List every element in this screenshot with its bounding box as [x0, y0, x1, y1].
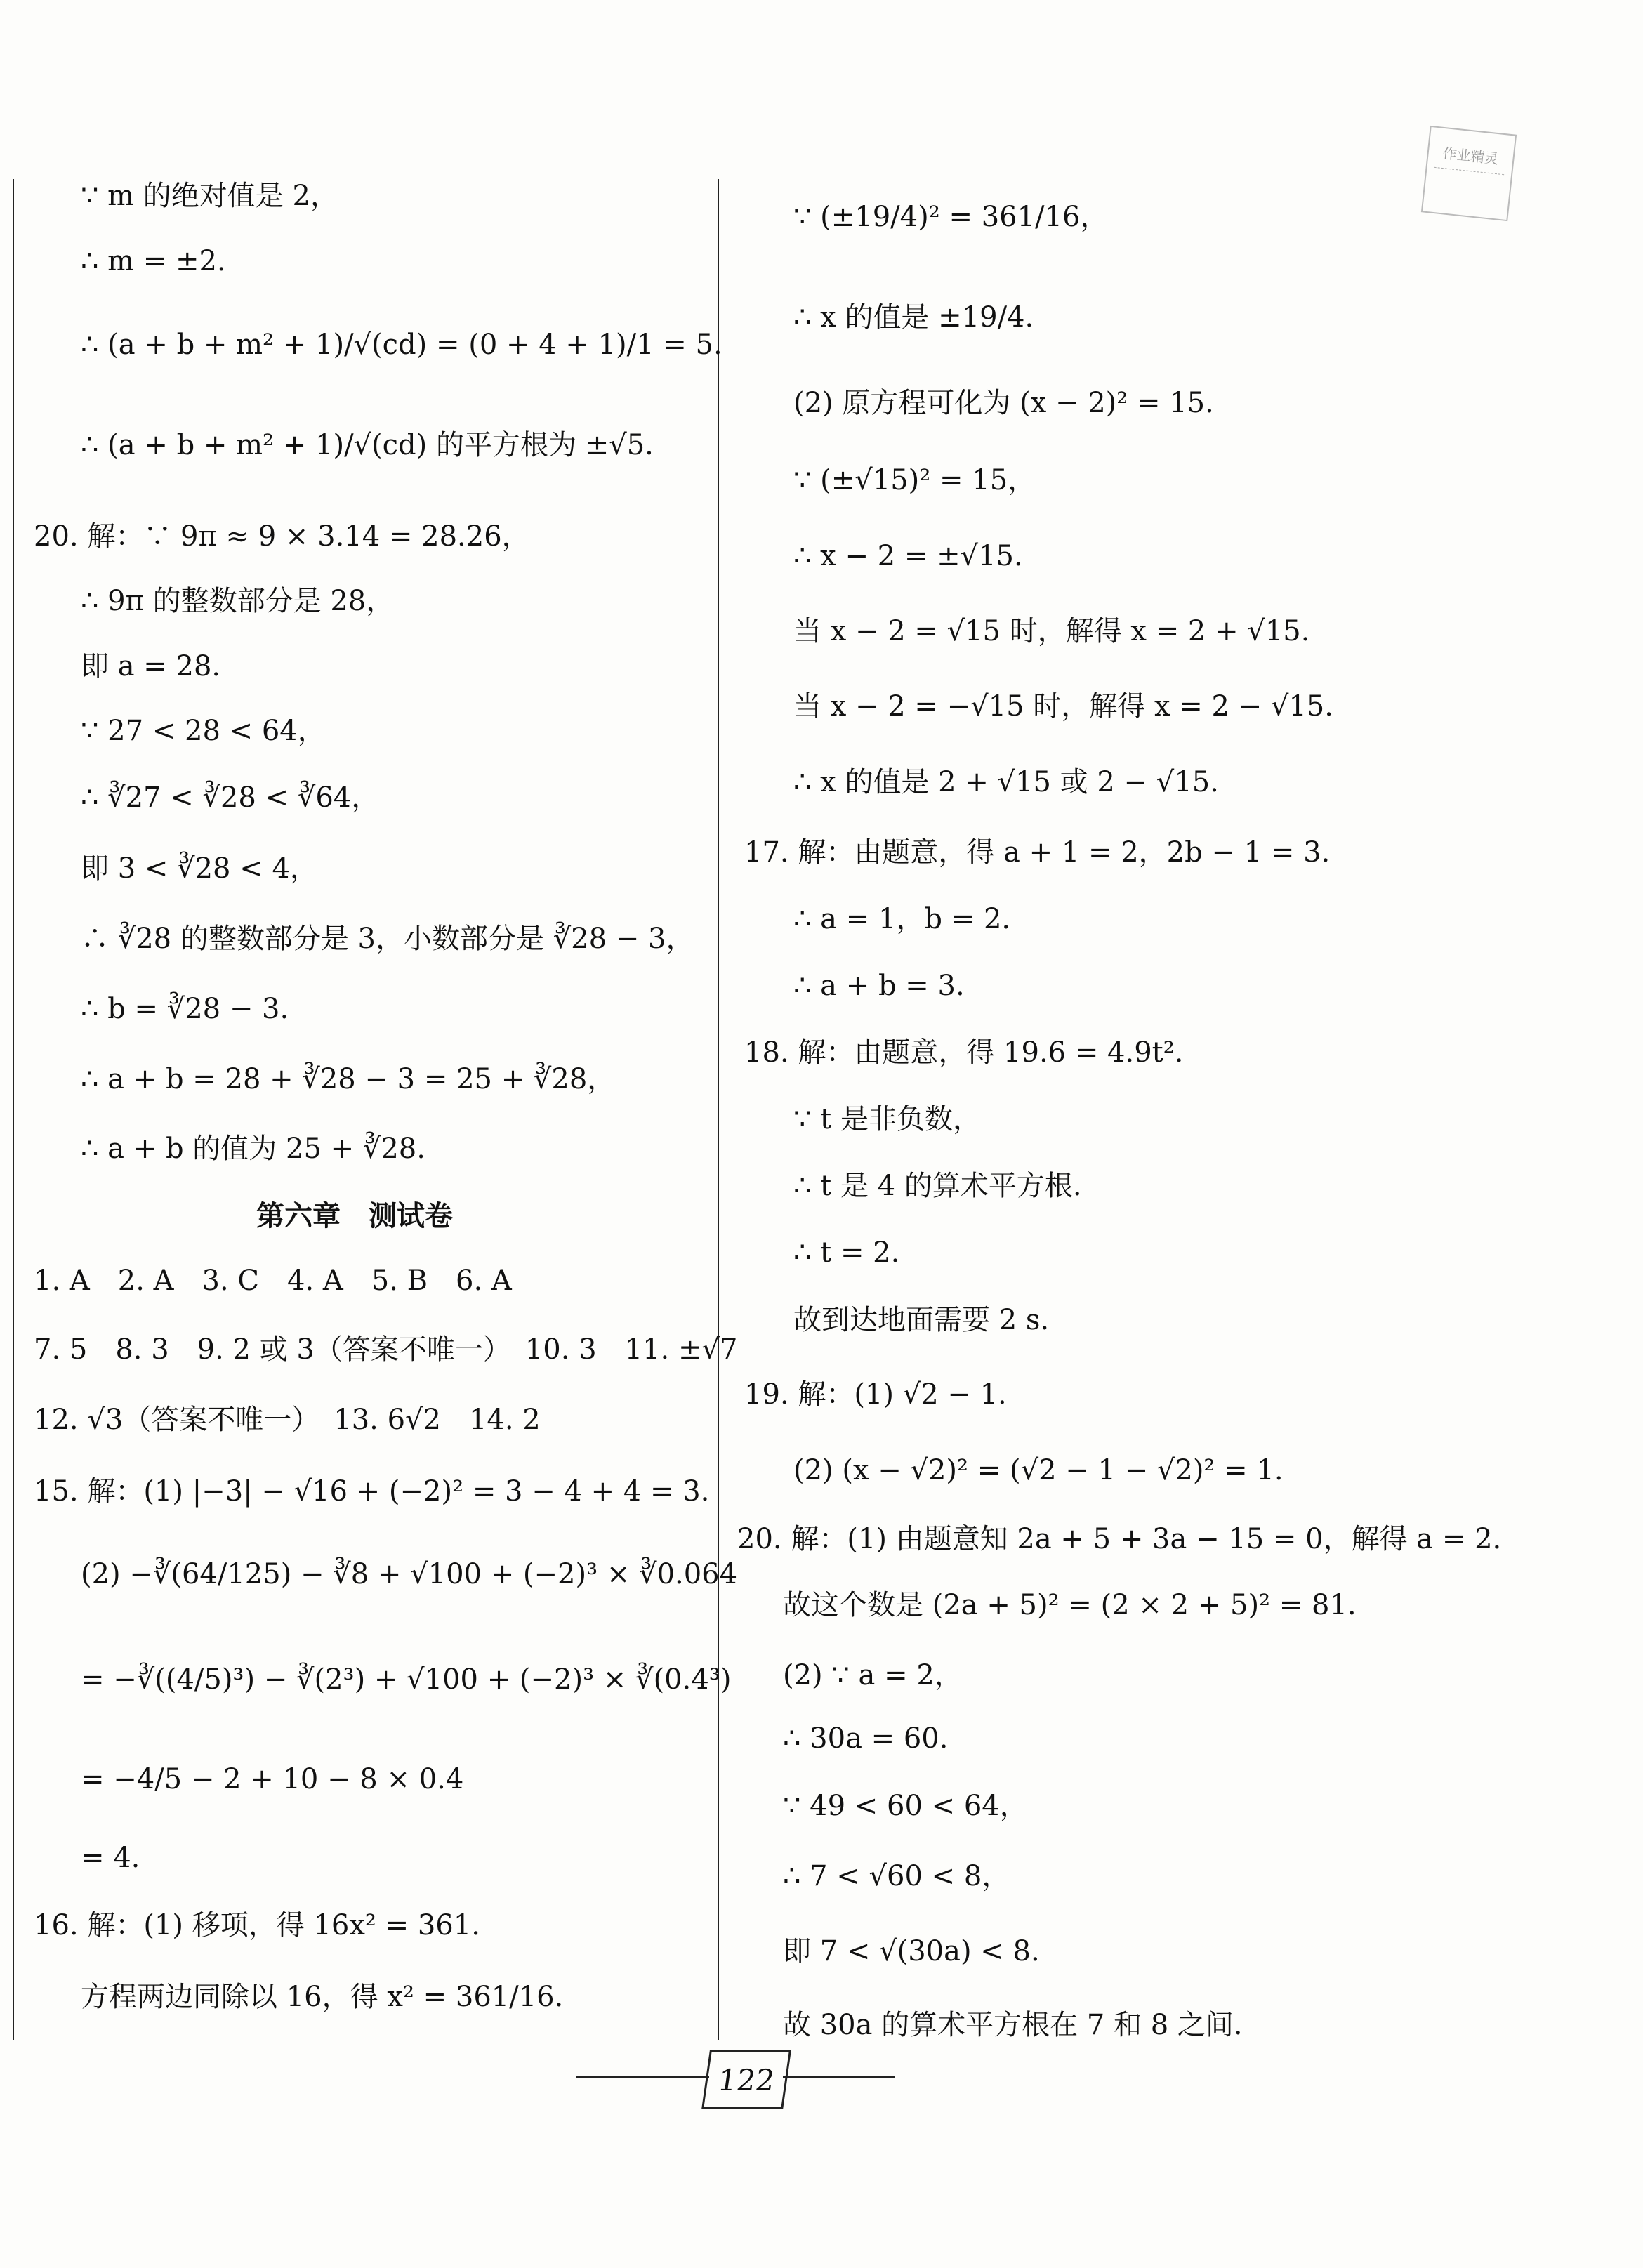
- right-line: 17. 解：由题意，得 a + 1 = 2，2b − 1 = 3.: [744, 836, 1331, 869]
- right-line: 故到达地面需要 2 s.: [793, 1304, 1050, 1336]
- left-line: ∴ a + b = 28 + ∛28 − 3 = 25 + ∛28，: [81, 1063, 616, 1095]
- right-line: 故这个数是 (2a + 5)² = (2 × 2 + 5)² = 81.: [783, 1589, 1357, 1621]
- right-line: ∴ t 是 4 的算术平方根.: [793, 1170, 1082, 1202]
- right-line: ∵ 49 < 60 < 64，: [783, 1790, 1028, 1822]
- right-line: 当 x − 2 = √15 时，解得 x = 2 + √15.: [793, 615, 1310, 647]
- right-line: (2) (x − √2)² = (√2 − 1 − √2)² = 1.: [793, 1454, 1284, 1486]
- answer-line: = 4.: [81, 1842, 140, 1874]
- footer-rule-right: [783, 2076, 895, 2078]
- right-line: (2) ∵ a = 2，: [783, 1659, 963, 1692]
- right-line: 19. 解：(1) √2 − 1.: [744, 1378, 1007, 1411]
- answer-line: = −4/5 − 2 + 10 − 8 × 0.4: [81, 1763, 464, 1795]
- right-line: 即 7 < √(30a) < 8.: [783, 1935, 1040, 1967]
- left-line: 即 a = 28.: [81, 650, 221, 683]
- answer-line: 1. A 2. A 3. C 4. A 5. B 6. A: [34, 1265, 512, 1297]
- answer-line: 15. 解：(1) |−3| − √16 + (−2)² = 3 − 4 + 4 = 3.: [34, 1475, 710, 1508]
- left-line: ∴ 9π 的整数部分是 28，: [81, 585, 395, 617]
- right-line: 故 30a 的算术平方根在 7 和 8 之间.: [783, 2009, 1243, 2041]
- right-line: 20. 解：(1) 由题意知 2a + 5 + 3a − 15 = 0，解得 a = 2.: [737, 1523, 1502, 1555]
- right-line: (2) 原方程可化为 (x − 2)² = 15.: [793, 387, 1214, 419]
- answer-line: 7. 5 8. 3 9. 2 或 3（答案不唯一） 10. 3 11. ±√7: [34, 1333, 738, 1366]
- stamp-text: 作业精灵: [1441, 145, 1500, 168]
- answer-line: 12. √3（答案不唯一） 13. 6√2 14. 2: [34, 1404, 541, 1436]
- right-line: ∴ x 的值是 2 + √15 或 2 − √15.: [793, 766, 1219, 798]
- left-line: ∴ (a + b + m² + 1)/√(cd) = (0 + 4 + 1)/1 = 5.: [81, 329, 722, 361]
- column-divider: [718, 179, 719, 2040]
- answer-line: 16. 解：(1) 移项，得 16x² = 361.: [34, 1909, 480, 1941]
- left-line: ∵ 27 < 28 < 64，: [81, 715, 326, 747]
- left-margin-rule: [13, 179, 14, 2040]
- left-line: ∴ (a + b + m² + 1)/√(cd) 的平方根为 ±√5.: [81, 429, 654, 461]
- right-line: ∵ (±19/4)² = 361/16，: [793, 201, 1109, 233]
- left-line: ∴ m = ±2.: [81, 245, 226, 277]
- answer-line: (2) −∛(64/125) − ∛8 + √100 + (−2)³ × ∛0.064: [81, 1558, 738, 1590]
- left-line: ∴ a + b 的值为 25 + ∛28.: [81, 1133, 425, 1165]
- left-line: ∴ ∛27 < ∛28 < ∛64，: [81, 782, 380, 814]
- right-line: ∵ t 是非负数，: [793, 1103, 981, 1135]
- right-line: ∴ t = 2.: [793, 1237, 900, 1269]
- chapter-title: 第六章 测试卷: [256, 1199, 453, 1232]
- answer-line: = −∛((4/5)³) − ∛(2³) + √100 + (−2)³ × ∛(0.4³): [81, 1663, 732, 1696]
- right-line: ∵ (±√15)² = 15，: [793, 464, 1036, 496]
- right-line: ∴ 30a = 60.: [783, 1722, 949, 1755]
- right-line: 18. 解：由题意，得 19.6 = 4.9t².: [744, 1036, 1184, 1069]
- left-line: ∵ m 的绝对值是 2，: [81, 180, 338, 212]
- right-line: ∴ 7 < √60 < 8，: [783, 1860, 1010, 1892]
- stamp-logo: [1421, 126, 1517, 221]
- left-line: ∴ b = ∛28 − 3.: [81, 993, 289, 1025]
- left-line: ∴ ∛28 的整数部分是 3，小数部分是 ∛28 − 3，: [81, 923, 694, 955]
- answer-line: 方程两边同除以 16，得 x² = 361/16.: [81, 1981, 564, 2013]
- right-line: ∴ a = 1，b = 2.: [793, 903, 1011, 935]
- left-line: 20. 解：∵ 9π ≈ 9 × 3.14 = 28.26，: [34, 520, 530, 553]
- left-line: 即 3 < ∛28 < 4，: [81, 852, 318, 885]
- right-line: 当 x − 2 = −√15 时，解得 x = 2 − √15.: [793, 690, 1333, 723]
- footer-rule-left: [576, 2076, 709, 2078]
- right-line: ∴ x 的值是 ±19/4.: [793, 301, 1034, 334]
- right-line: ∴ a + b = 3.: [793, 970, 965, 1002]
- page-number: 122: [701, 2050, 791, 2109]
- right-line: ∴ x − 2 = ±√15.: [793, 540, 1023, 572]
